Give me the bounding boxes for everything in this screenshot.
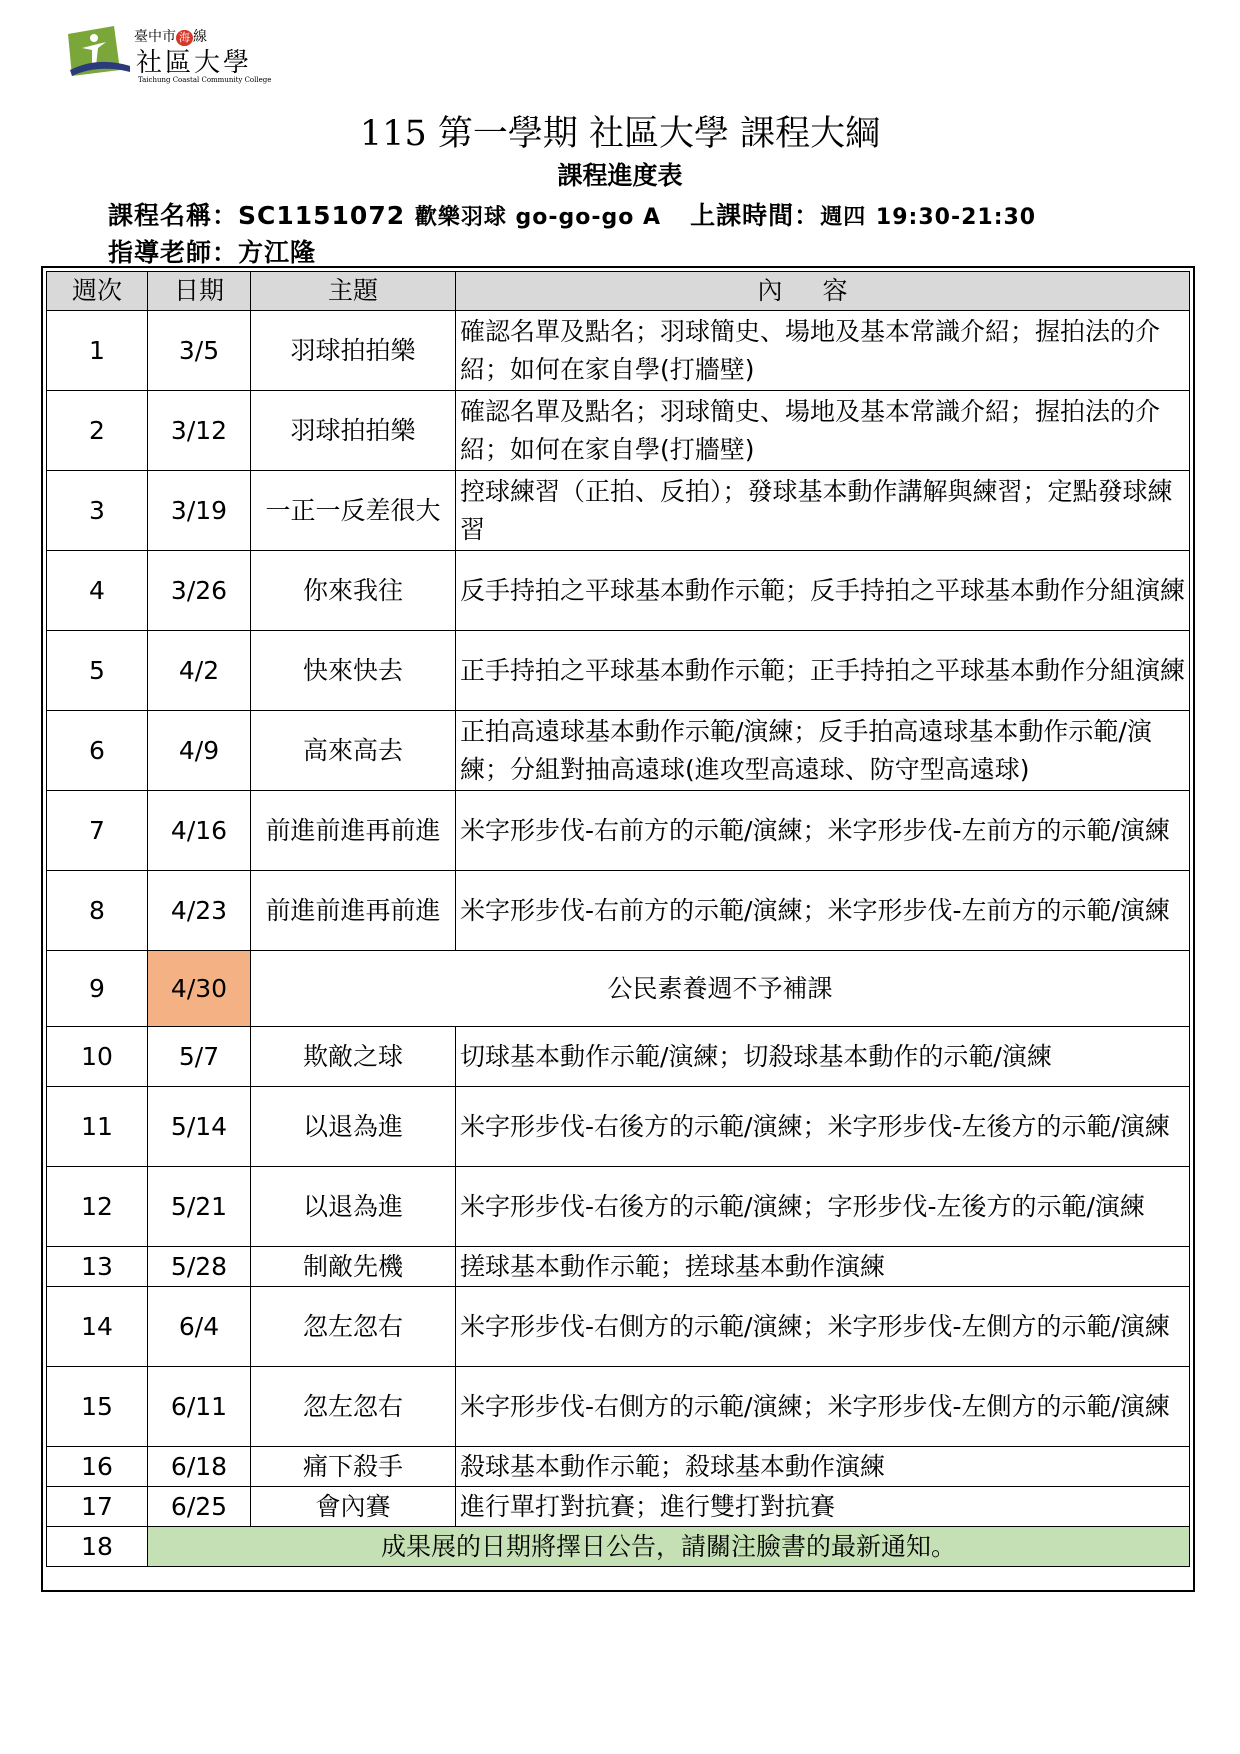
date-cell: 6/11 xyxy=(148,1367,251,1447)
date-cell: 4/9 xyxy=(148,711,251,791)
topic-cell: 痛下殺手 xyxy=(251,1447,456,1487)
date-cell: 5/14 xyxy=(148,1087,251,1167)
date-cell: 6/18 xyxy=(148,1447,251,1487)
topic-cell: 欺敵之球 xyxy=(251,1027,456,1087)
teacher-line: 指導老師：方江隆 xyxy=(108,238,317,267)
week-cell: 18 xyxy=(47,1527,148,1567)
date-cell: 4/16 xyxy=(148,791,251,871)
content-cell: 進行單打對抗賽；進行雙打對抗賽 xyxy=(456,1487,1190,1527)
logo-english-text: Taichung Coastal Community College xyxy=(138,76,272,84)
week-cell: 4 xyxy=(47,551,148,631)
table-row xyxy=(47,391,1190,471)
table-row xyxy=(47,951,1190,1027)
date-cell: 3/19 xyxy=(148,471,251,551)
date-cell: 6/25 xyxy=(148,1487,251,1527)
week-cell: 5 xyxy=(47,631,148,711)
content-cell: 米字形步伐-右後方的示範/演練；字形步伐-左後方的示範/演練 xyxy=(456,1167,1190,1247)
course-info-line xyxy=(108,196,1036,232)
week-cell: 16 xyxy=(47,1447,148,1487)
topic-cell: 前進前進再前進 xyxy=(251,871,456,951)
topic-cell: 以退為進 xyxy=(251,1167,456,1247)
schedule-table xyxy=(46,271,1190,1567)
topic-cell: 制敵先機 xyxy=(251,1247,456,1287)
content-cell: 殺球基本動作示範；殺球基本動作演練 xyxy=(456,1447,1190,1487)
table-row xyxy=(47,1447,1190,1487)
topic-cell: 高來高去 xyxy=(251,711,456,791)
course-name: 歡樂羽球 go-go-go A xyxy=(414,205,662,230)
week-cell: 9 xyxy=(47,951,148,1027)
content-cell: 控球練習（正拍、反拍）；發球基本動作講解與練習；定點發球練習 xyxy=(456,471,1190,551)
week-cell: 7 xyxy=(47,791,148,871)
class-time-label: 上課時間： xyxy=(690,201,821,230)
class-time: 19:30-21:30 xyxy=(875,205,1037,230)
table-row xyxy=(47,631,1190,711)
week-cell: 15 xyxy=(47,1367,148,1447)
week-cell: 12 xyxy=(47,1167,148,1247)
topic-cell: 忽左忽右 xyxy=(251,1287,456,1367)
class-day: 週四 xyxy=(820,205,867,230)
date-cell: 5/7 xyxy=(148,1027,251,1087)
course-code: 課程名稱：SC1151072 xyxy=(108,201,406,230)
page-subtitle: 課程進度表 xyxy=(557,161,683,190)
final-notice-cell: 成果展的日期將擇日公告，請關注臉書的最新通知。 xyxy=(148,1527,1190,1567)
content-cell: 搓球基本動作示範；搓球基本動作演練 xyxy=(456,1247,1190,1287)
content-cell: 切球基本動作示範/演練；切殺球基本動作的示範/演練 xyxy=(456,1027,1190,1087)
week-cell: 11 xyxy=(47,1087,148,1167)
week-cell: 2 xyxy=(47,391,148,471)
topic-cell: 羽球拍拍樂 xyxy=(251,391,456,471)
table-row xyxy=(47,471,1190,551)
week-cell: 14 xyxy=(47,1287,148,1367)
content-cell: 米字形步伐-右側方的示範/演練；米字形步伐-左側方的示範/演練 xyxy=(456,1367,1190,1447)
date-cell: 4/23 xyxy=(148,871,251,951)
content-cell: 米字形步伐-右側方的示範/演練；米字形步伐-左側方的示範/演練 xyxy=(456,1287,1190,1367)
table-row xyxy=(47,1247,1190,1287)
date-cell: 3/26 xyxy=(148,551,251,631)
date-cell: 4/30 xyxy=(148,951,251,1027)
week-cell: 10 xyxy=(47,1027,148,1087)
page-title: 115 第一學期 社區大學 課程大綱 xyxy=(359,114,881,154)
table-row xyxy=(47,1527,1190,1567)
topic-cell: 前進前進再前進 xyxy=(251,791,456,871)
date-cell: 5/21 xyxy=(148,1167,251,1247)
header-week: 週次 xyxy=(47,272,148,311)
topic-cell: 會內賽 xyxy=(251,1487,456,1527)
table-row xyxy=(47,1027,1190,1087)
content-cell: 正拍高遠球基本動作示範/演練；反手拍高遠球基本動作示範/演練；分組對抽高遠球(進攻型高遠球、防守型高遠球) xyxy=(456,711,1190,791)
date-cell: 4/2 xyxy=(148,631,251,711)
content-cell: 米字形步伐-右前方的示範/演練；米字形步伐-左前方的示範/演練 xyxy=(456,791,1190,871)
table-row xyxy=(47,871,1190,951)
table-row xyxy=(47,1167,1190,1247)
table-row xyxy=(47,711,1190,791)
topic-cell: 以退為進 xyxy=(251,1087,456,1167)
content-cell: 確認名單及點名；羽球簡史、場地及基本常識介紹；握拍法的介紹；如何在家自學(打牆壁) xyxy=(456,311,1190,391)
date-cell: 5/28 xyxy=(148,1247,251,1287)
college-emblem xyxy=(68,26,130,78)
table-header-row xyxy=(47,272,1190,311)
date-cell: 6/4 xyxy=(148,1287,251,1367)
topic-cell: 羽球拍拍樂 xyxy=(251,311,456,391)
week-cell: 8 xyxy=(47,871,148,951)
table-row xyxy=(47,1287,1190,1367)
week-cell: 1 xyxy=(47,311,148,391)
header-topic: 主題 xyxy=(251,272,456,311)
header-content: 內容 xyxy=(456,272,1190,311)
table-row xyxy=(47,1487,1190,1527)
topic-cell: 你來我往 xyxy=(251,551,456,631)
table-row xyxy=(47,1367,1190,1447)
content-cell: 米字形步伐-右後方的示範/演練；米字形步伐-左後方的示範/演練 xyxy=(456,1087,1190,1167)
table-row xyxy=(47,311,1190,391)
schedule-frame xyxy=(41,266,1195,1592)
schedule-rows xyxy=(47,311,1190,1567)
week-cell: 13 xyxy=(47,1247,148,1287)
notice-cell: 公民素養週不予補課 xyxy=(251,951,1190,1027)
date-cell: 3/12 xyxy=(148,391,251,471)
topic-cell: 一正一反差很大 xyxy=(251,471,456,551)
logo-name-text: 社區大學 xyxy=(136,48,253,78)
content-cell: 米字形步伐-右前方的示範/演練；米字形步伐-左前方的示範/演練 xyxy=(456,871,1190,951)
week-cell: 3 xyxy=(47,471,148,551)
week-cell: 17 xyxy=(47,1487,148,1527)
content-cell: 反手持拍之平球基本動作示範；反手持拍之平球基本動作分組演練 xyxy=(456,551,1190,631)
date-cell: 3/5 xyxy=(148,311,251,391)
content-cell: 正手持拍之平球基本動作示範；正手持拍之平球基本動作分組演練 xyxy=(456,631,1190,711)
week-cell: 6 xyxy=(47,711,148,791)
logo-city-text: 臺中市 海 線 xyxy=(134,29,207,45)
header-date: 日期 xyxy=(148,272,251,311)
table-row xyxy=(47,1087,1190,1167)
topic-cell: 忽左忽右 xyxy=(251,1367,456,1447)
topic-cell: 快來快去 xyxy=(251,631,456,711)
content-cell: 確認名單及點名；羽球簡史、場地及基本常識介紹；握拍法的介紹；如何在家自學(打牆壁) xyxy=(456,391,1190,471)
table-row xyxy=(47,551,1190,631)
table-row xyxy=(47,791,1190,871)
college-logo xyxy=(68,22,278,84)
